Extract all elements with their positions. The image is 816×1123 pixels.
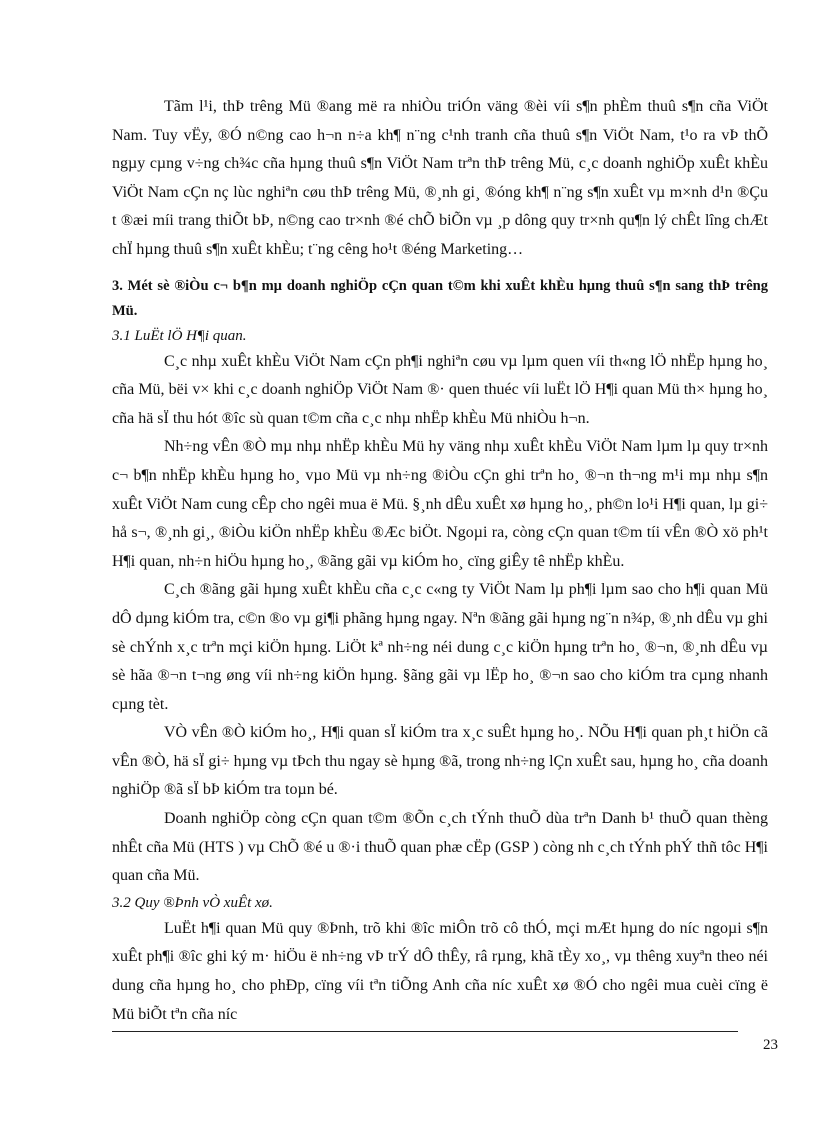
subsection-heading-origin: 3.2 Quy ®Þnh vÒ xuÊt xø. xyxy=(112,894,273,911)
paragraph-origin-1: LuËt h¶i quan Mü quy ®Þnh, trõ khi ®îc miÔn trõ cô thÓ, mçi mÆt hµng do níc ngoµi s¶n xuÊt ph¶i ®îc ghi ký m· hiÖu ë nh÷ng vÞ trÝ dÔ thÊy, râ rµng, khã tÈy xo¸, vµ thêng xuyªn theo néi dung cña hµng ho¸ cho phÐp, cïng víi tªn tiÕng Anh cña níc xuÊt xø ®Ó cho ngêi mua cuèi cïng ë Mü biÕt tªn cña níc xyxy=(112,919,768,1023)
paragraph-customs-3: C¸ch ®ãng gãi hµng xuÊt khÈu cña c¸c c«ng ty ViÖt Nam lµ ph¶i lµm sao cho h¶i quan Mü dÔ dµng kiÓm tra, c©n ®o vµ gi¶i phãng hµng ngay. Nªn ®ãng gãi hµng ng¨n n¾p, ®¸nh dÊu vµ ghi sè chÝnh x¸c trªn mçi kiÖn hµng. LiÖt kª nh÷ng néi dung c¸c kiÖn hµng trªn ho¸ ®¬n, ®¸nh dÊu vµ sè hãa ®¬n t¬ng øng víi nh÷ng kiÖn hµng. §ãng gãi vµ lËp ho¸ ®¬n sao cho kiÓm tra cµng nhanh cµng tèt. xyxy=(112,581,768,713)
subsection-heading-customs: 3.1 LuËt lÖ H¶i quan. xyxy=(112,327,247,344)
page-number: 23 xyxy=(763,1037,778,1053)
paragraph-customs-5: Doanh nghiÖp còng cÇn quan t©m ®Õn c¸ch tÝnh thuÕ dùa trªn Danh b¹ thuÕ quan thèng nhÊt cña Mü (HTS ) vµ ChÕ ®é u ®·i thuÕ quan phæ cËp (GSP ) còng nh c¸ch tÝnh phÝ thñ tôc H¶i quan cña Mü. xyxy=(112,810,768,885)
document-body xyxy=(112,93,768,1029)
section-heading: 3. Mét sè ®iÒu c¬ b¶n mµ doanh nghiÖp cÇn quan t©m khi xuÊt khÈu hµng thuû s¶n sang thÞ trêng Mü. xyxy=(112,277,768,319)
paragraph-customs-4: VÒ vÊn ®Ò kiÓm ho¸, H¶i quan sÏ kiÓm tra x¸c suÊt hµng ho¸. NÕu H¶i quan ph¸t hiÖn cã vÊn ®Ò, hä sÏ gi÷ hµng vµ tÞch thu ngay sè hµng ®ã, trong nh÷ng lÇn xuÊt sau, hµng ho¸ cña doanh nghiÖp ®ã sÏ bÞ kiÓm tra toµn bé. xyxy=(112,724,768,799)
paragraph-customs-2: Nh÷ng vÊn ®Ò mµ nhµ nhËp khÈu Mü hy väng nhµ xuÊt khÈu ViÖt Nam lµm lµ quy tr×nh c¬ b¶n nhËp khÈu hµng ho¸ vµo Mü vµ nh÷ng ®iÒu cÇn ghi trªn ho¸ ®¬n th¬ng m¹i mµ nhµ s¶n xuÊt ViÖt Nam cung cÊp cho ngêi mua ë Mü. §¸nh dÊu xuÊt xø hµng ho¸, ph©n lo¹i H¶i quan, lµ gi÷ hå s¬, ®¸nh gi¸, ®iÒu kiÖn nhËp khÈu ®Æc biÖt. Ngoµi ra, còng cÇn quan t©m tíi vÊn ®Ò xö ph¹t H¶i quan, nh÷n hiÖu hµng ho¸, ®ãng gãi vµ kiÓm ho¸ cïng giÊy tê nhËp khÈu. xyxy=(112,438,768,570)
paragraph-customs-1: C¸c nhµ xuÊt khÈu ViÖt Nam cÇn ph¶i nghiªn cøu vµ lµm quen víi th«ng lÖ nhËp hµng ho¸ cña Mü, bëi v× khi c¸c doanh nghiÖp ViÖt Nam ®· quen thuéc víi luËt lÖ H¶i quan Mü th× hµng ho¸ cña hä sÏ thu hót ®îc sù quan t©m cña c¸c nhµ nhËp khÈu Mü nhiÒu h¬n. xyxy=(112,352,768,427)
paragraph-summary: Tãm l¹i, thÞ trêng Mü ®ang më ra nhiÒu triÓn väng ®èi víi s¶n phÈm thuû s¶n cña ViÖt Nam. Tuy vËy, ®Ó n©ng cao h¬n n÷a kh¶ n¨ng c¹nh tranh cña thuû s¶n ViÖt Nam, t¹o ra vÞ thÕ ngµy cµng v÷ng ch¾c cña hµng thuû s¶n ViÖt Nam trªn thÞ trêng Mü, c¸c doanh nghiÖp xuÊt khÈu ViÖt Nam cÇn nç lùc nghiªn cøu thÞ trêng Mü, ®¸nh gi¸ ®óng kh¶ n¨ng s¶n xuÊt vµ m×nh d¹n ®Çu t ®æi míi trang thiÕt bÞ, n©ng cao tr×nh ®é chÕ biÕn vµ ¸p dông quy tr×nh qu¶n lý chÊt lîng chÆt chÏ hµng thuû s¶n xuÊt khÈu; t¨ng cêng ho¹t ®éng Marketing… xyxy=(112,98,768,258)
footer-divider xyxy=(112,1031,738,1032)
